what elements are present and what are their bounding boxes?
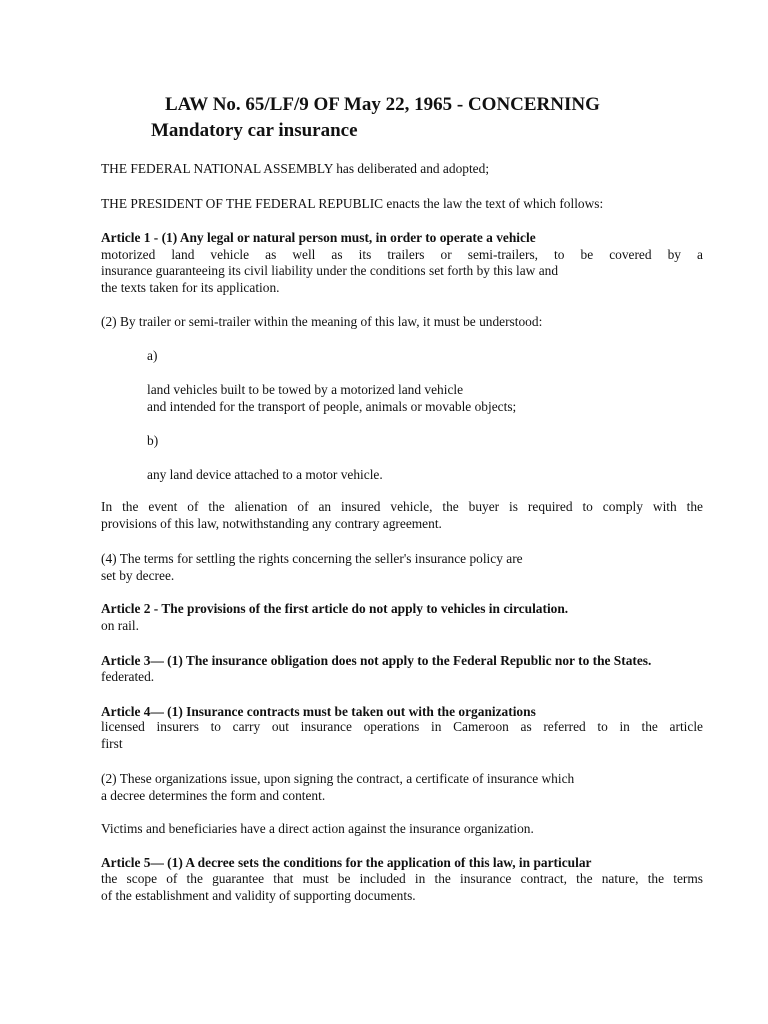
alienation-paragraph: provisions of this law, notwithstanding any contrary agreement. xyxy=(101,516,442,531)
law-title: LAW No. 65/LF/9 OF May 22, 1965 - CONCERNING xyxy=(165,94,600,115)
article-4-line: licensed insurers to carry out insurance operations in Cameroon as referred to in the article xyxy=(101,719,703,734)
article-2-line: on rail. xyxy=(101,618,139,633)
article-1-line: insurance guaranteeing its civil liability under the conditions set forth by this law and xyxy=(101,263,559,278)
list-item-marker-b: b) xyxy=(147,433,159,448)
article-4-heading: Article 4— (1) Insurance contracts must be taken out with the organizations xyxy=(101,704,536,719)
article-4-paragraph-2: (2) These organizations issue, upon signing the contract, a certificate of insurance which xyxy=(101,771,575,786)
law-subtitle: Mandatory car insurance xyxy=(151,120,358,141)
article-3-heading: Article 3— (1) The insurance obligation does not apply to the Federal Republic nor to the States. xyxy=(101,653,652,668)
preamble-president: THE PRESIDENT OF THE FEDERAL REPUBLIC enacts the law the text of which follows: xyxy=(101,196,604,211)
list-item-b-text: any land device attached to a motor vehicle. xyxy=(147,467,383,482)
preamble-assembly: THE FEDERAL NATIONAL ASSEMBLY has deliberated and adopted; xyxy=(101,161,490,176)
paragraph-4: set by decree. xyxy=(101,568,175,583)
article-4-line: first xyxy=(101,736,123,751)
list-item-a-text: land vehicles built to be towed by a motorized land vehicle xyxy=(147,382,464,397)
article-5-line: the scope of the guarantee that must be included in the insurance contract, the nature, the terms xyxy=(101,871,703,886)
article-1-heading: Article 1 - (1) Any legal or natural person must, in order to operate a vehicle xyxy=(101,230,536,245)
paragraph-4: (4) The terms for settling the rights concerning the seller's insurance policy are xyxy=(101,551,523,566)
article-1-line: motorized land vehicle as well as its trailers or semi-trailers, to be covered by a xyxy=(101,247,703,262)
article-1-line: the texts taken for its application. xyxy=(101,280,280,295)
article-2-heading: Article 2 - The provisions of the first article do not apply to vehicles in circulation. xyxy=(101,601,569,616)
article-5-heading: Article 5— (1) A decree sets the conditions for the application of this law, in particular xyxy=(101,855,592,870)
victims-paragraph: Victims and beneficiaries have a direct action against the insurance organization. xyxy=(101,821,534,836)
article-5-line: of the establishment and validity of supporting documents. xyxy=(101,888,416,903)
alienation-paragraph: In the event of the alienation of an insured vehicle, the buyer is required to comply with the xyxy=(101,499,703,514)
list-item-a-text: and intended for the transport of people, animals or movable objects; xyxy=(147,399,517,414)
list-item-marker-a: a) xyxy=(147,348,158,363)
article-3-line: federated. xyxy=(101,669,155,684)
article-4-paragraph-2: a decree determines the form and content. xyxy=(101,788,326,803)
article-1-paragraph-2: (2) By trailer or semi-trailer within the meaning of this law, it must be understood: xyxy=(101,314,543,329)
